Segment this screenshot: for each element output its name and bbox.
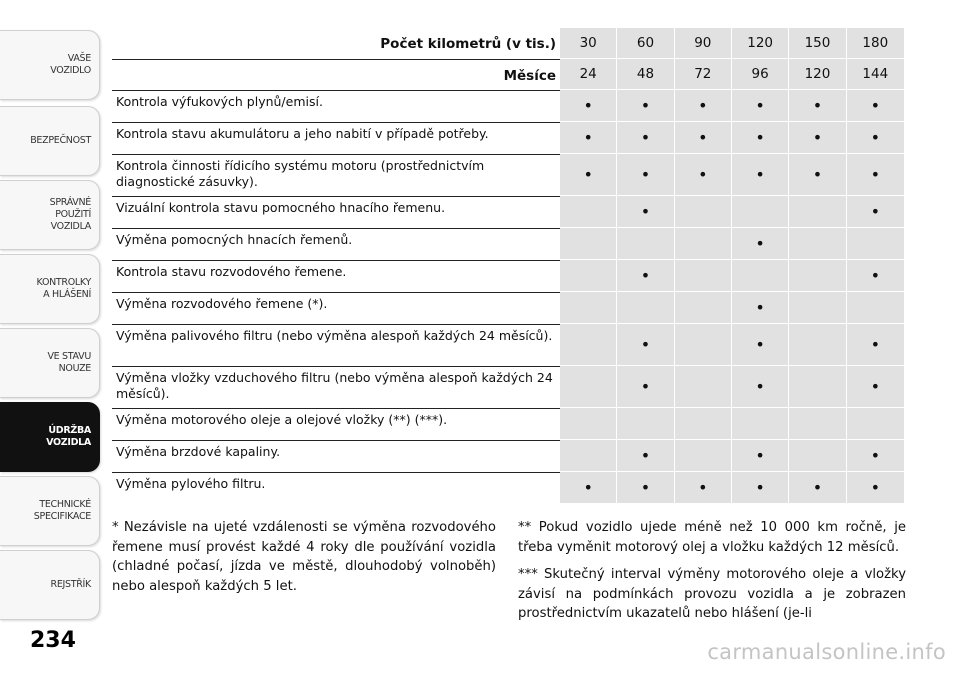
interval-mark xyxy=(847,324,904,366)
tab-technicke-specifikace[interactable]: TECHNICKÉ SPECIFIKACE xyxy=(0,476,100,546)
months-value: 120 xyxy=(789,59,846,90)
interval-mark xyxy=(847,154,904,196)
footnote-oil-interval: ** Pokud vozidlo ujede méně než 10 000 km ročně, je třeba vyměnit motorový olej a vložku každých 12 měsíců. xyxy=(518,520,906,555)
interval-cell xyxy=(789,324,846,366)
tab-vase-vozidlo[interactable]: VAŠE VOZIDLO xyxy=(0,30,100,100)
interval-cell xyxy=(732,408,789,440)
interval-cell xyxy=(675,366,732,408)
interval-cell xyxy=(732,196,789,228)
km-value: 90 xyxy=(675,28,732,59)
watermark: carmanualsonline.info xyxy=(707,640,946,664)
row-label: Výměna pylového filtru. xyxy=(112,472,560,504)
interval-mark xyxy=(847,440,904,472)
interval-cell xyxy=(560,440,617,472)
interval-mark xyxy=(617,154,674,196)
table-row xyxy=(112,292,904,324)
interval-mark xyxy=(789,122,846,154)
tab-udrzba-vozidla[interactable]: ÚDRŽBA VOZIDLA xyxy=(0,402,100,472)
table-row xyxy=(112,472,904,504)
interval-mark xyxy=(617,122,674,154)
interval-cell xyxy=(789,292,846,324)
interval-mark xyxy=(675,122,732,154)
interval-cell xyxy=(732,260,789,292)
table-row xyxy=(112,260,904,292)
interval-mark xyxy=(732,292,789,324)
row-label: Kontrola výfukových plynů/emisí. xyxy=(112,90,560,122)
interval-cell xyxy=(675,408,732,440)
interval-mark xyxy=(847,196,904,228)
interval-mark xyxy=(560,90,617,122)
row-label: Výměna motorového oleje a olejové vložky (**) (***). xyxy=(112,408,560,440)
interval-cell xyxy=(675,228,732,260)
interval-cell xyxy=(675,196,732,228)
row-label: Výměna palivového filtru (nebo výměna alespoň každých 24 měsíců). xyxy=(112,324,560,366)
page-number: 234 xyxy=(30,628,76,653)
row-label: Výměna brzdové kapaliny. xyxy=(112,440,560,472)
interval-cell xyxy=(560,292,617,324)
interval-mark xyxy=(732,440,789,472)
months-value: 72 xyxy=(675,59,732,90)
interval-cell xyxy=(789,260,846,292)
km-value: 180 xyxy=(847,28,904,59)
row-label: Kontrola stavu akumulátoru a jeho nabití v případě potřeby. xyxy=(112,122,560,154)
interval-mark xyxy=(675,154,732,196)
tab-spravne-pouziti-vozidla[interactable]: SPRÁVNÉ POUŽITÍ VOZIDLA xyxy=(0,180,100,250)
interval-cell xyxy=(789,366,846,408)
interval-cell xyxy=(675,324,732,366)
interval-mark xyxy=(617,196,674,228)
months-value: 24 xyxy=(560,59,617,90)
interval-mark xyxy=(732,366,789,408)
interval-mark xyxy=(847,366,904,408)
row-label: Výměna rozvodového řemene (*). xyxy=(112,292,560,324)
interval-cell xyxy=(847,408,904,440)
interval-cell xyxy=(617,228,674,260)
interval-cell xyxy=(847,292,904,324)
row-label: Kontrola stavu rozvodového řemene. xyxy=(112,260,560,292)
km-value: 30 xyxy=(560,28,617,59)
months-value: 144 xyxy=(847,59,904,90)
interval-mark xyxy=(675,472,732,504)
interval-mark xyxy=(732,122,789,154)
interval-cell xyxy=(789,440,846,472)
km-value: 120 xyxy=(732,28,789,59)
row-label: Výměna pomocných hnacích řemenů. xyxy=(112,228,560,260)
chapter-tabs xyxy=(0,0,104,640)
interval-mark xyxy=(847,472,904,504)
interval-mark xyxy=(732,228,789,260)
interval-mark xyxy=(732,90,789,122)
interval-mark xyxy=(617,472,674,504)
interval-mark xyxy=(847,260,904,292)
table-header-months xyxy=(112,59,904,90)
km-value: 60 xyxy=(617,28,674,59)
interval-mark xyxy=(617,324,674,366)
table-row xyxy=(112,408,904,440)
footnote-timing-belt: * Nezávisle na ujeté vzdálenosti se výměna rozvodového řemene musí provést každé 4 roky dle používání vozidla (chladné počasí, jízda ve městě, dlouhodobý volnoběh) nebo alespoň každých 5 let. xyxy=(112,520,496,594)
table-row xyxy=(112,324,904,366)
interval-mark xyxy=(560,154,617,196)
interval-mark xyxy=(789,154,846,196)
interval-cell xyxy=(789,196,846,228)
months-value: 96 xyxy=(732,59,789,90)
interval-mark xyxy=(560,122,617,154)
interval-cell xyxy=(560,408,617,440)
table-header-km xyxy=(112,28,904,59)
table-row xyxy=(112,228,904,260)
interval-cell xyxy=(617,408,674,440)
table-row xyxy=(112,366,904,408)
row-label: Výměna vložky vzduchového filtru (nebo výměna alespoň každých 24 měsíců). xyxy=(112,366,560,408)
interval-mark xyxy=(617,90,674,122)
interval-cell xyxy=(560,324,617,366)
interval-mark xyxy=(732,472,789,504)
interval-mark xyxy=(617,440,674,472)
footnotes-oil xyxy=(518,518,906,632)
months-value: 48 xyxy=(617,59,674,90)
interval-cell xyxy=(675,292,732,324)
interval-cell xyxy=(789,228,846,260)
interval-mark xyxy=(847,122,904,154)
tab-rejstrik[interactable]: REJSTŘÍK xyxy=(0,550,100,620)
table-row xyxy=(112,122,904,154)
row-label: Vizuální kontrola stavu pomocného hnacího řemenu. xyxy=(112,196,560,228)
table-row xyxy=(112,154,904,196)
footnote-oil-actual: *** Skutečný interval výměny motorového oleje a vložky závisí na podmínkách provozu vozidla a je zobrazen prostřednictvím ukazatelů nebo hlášení (je-li xyxy=(518,567,906,621)
km-header-label: Počet kilometrů (v tis.) xyxy=(380,36,556,52)
interval-cell xyxy=(675,440,732,472)
interval-cell xyxy=(560,366,617,408)
tab-ve-stavu-nouze[interactable]: VE STAVU NOUZE xyxy=(0,328,100,398)
interval-mark xyxy=(675,90,732,122)
table-row xyxy=(112,196,904,228)
tab-kontrolky-a-hlaseni[interactable]: KONTROLKY A HLÁŠENÍ xyxy=(0,254,100,324)
interval-mark xyxy=(732,324,789,366)
interval-mark xyxy=(617,260,674,292)
table-row xyxy=(112,440,904,472)
interval-cell xyxy=(847,228,904,260)
interval-cell xyxy=(560,196,617,228)
months-header-label: Měsíce xyxy=(112,59,560,90)
interval-mark xyxy=(847,90,904,122)
interval-cell xyxy=(789,408,846,440)
interval-cell xyxy=(617,292,674,324)
interval-mark xyxy=(789,90,846,122)
interval-mark xyxy=(617,366,674,408)
interval-mark xyxy=(789,472,846,504)
table-row xyxy=(112,90,904,122)
interval-cell xyxy=(675,260,732,292)
interval-mark xyxy=(560,472,617,504)
interval-cell xyxy=(560,228,617,260)
tab-bezpecnost[interactable]: BEZPEČNOST xyxy=(0,106,100,176)
interval-mark xyxy=(732,154,789,196)
row-label: Kontrola činnosti řídicího systému motoru (prostřednictvím diagnostické zásuvky). xyxy=(112,154,560,196)
km-value: 150 xyxy=(789,28,846,59)
interval-cell xyxy=(560,260,617,292)
